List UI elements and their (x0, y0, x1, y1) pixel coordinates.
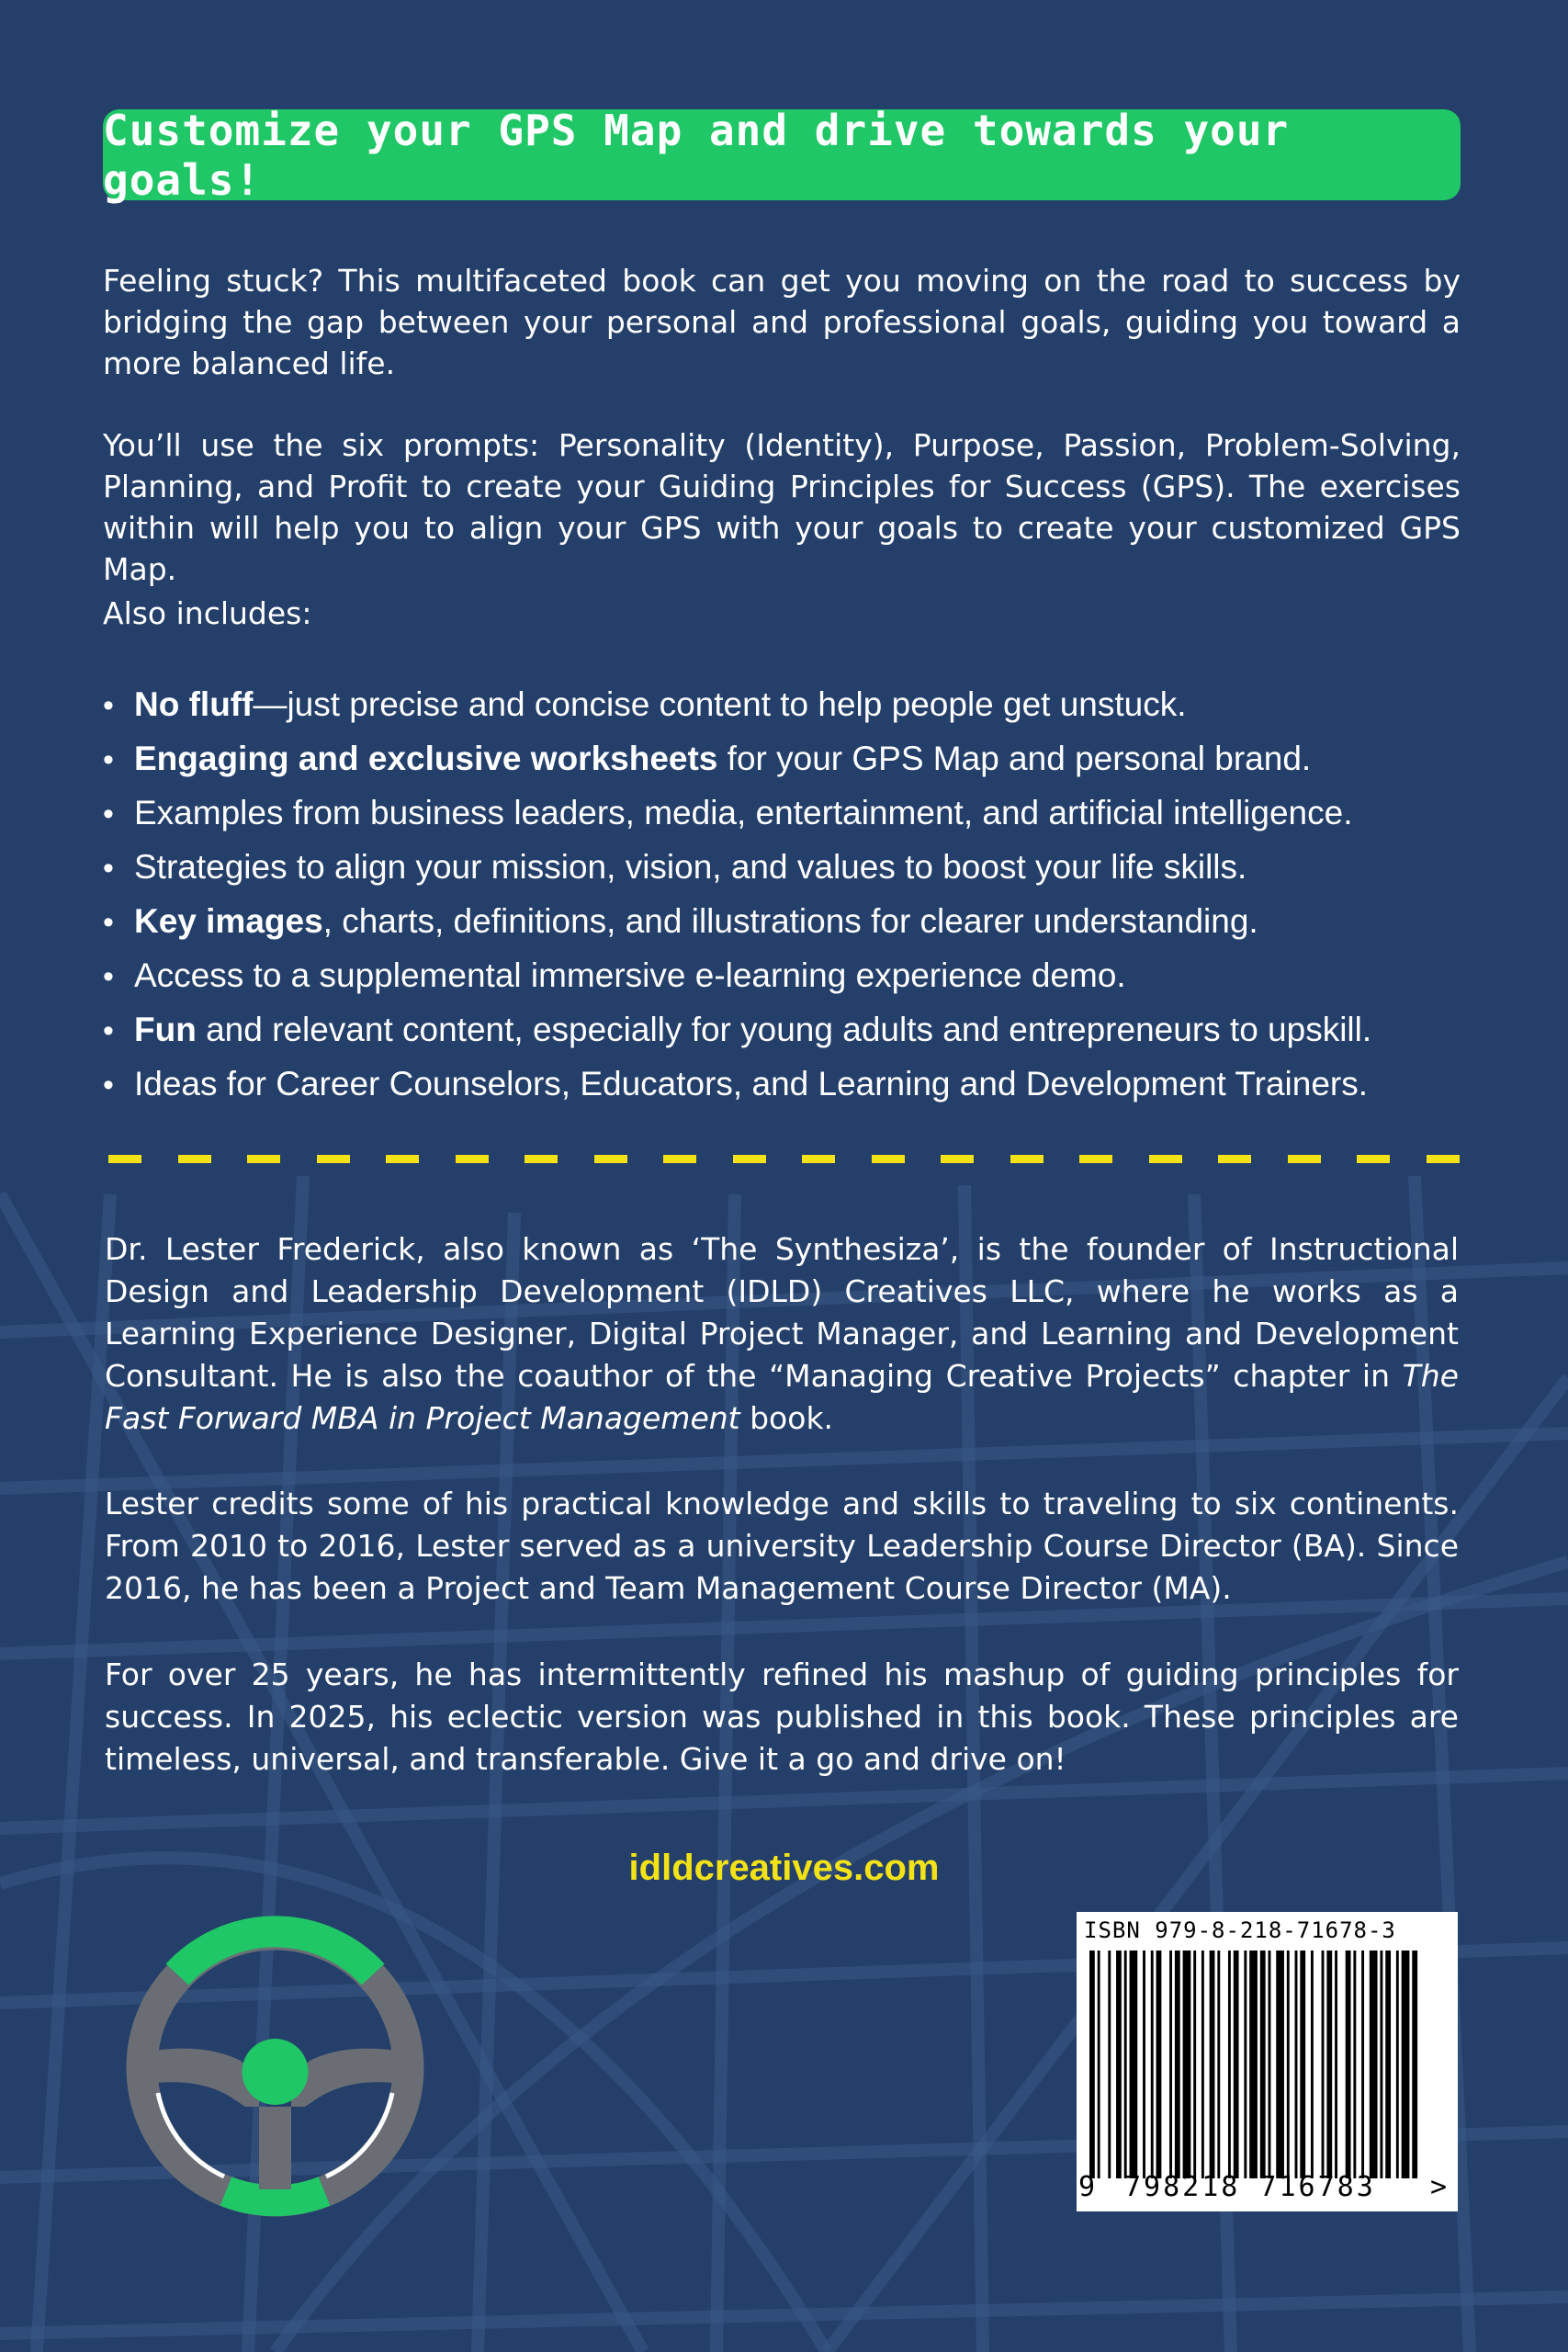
barcode-icon (1089, 1951, 1420, 2178)
barcode-bar (1276, 1951, 1284, 2178)
bio-text-1: Dr. Lester Frederick, also known as ‘The Synthesiza’, is the founder of Instructional Design and Leadership Development (IDLD) Creatives LLC, where he works as a Learning Experience Designer, Digital Project Manager, and Learning and Development Consultant. He is also the coauthor of the “Managing Creative Projects” chapter in (105, 1231, 1459, 1394)
barcode-bar (1210, 1951, 1215, 2178)
barcode-bar (1402, 1951, 1410, 2178)
feature-list-item (103, 1057, 1481, 1112)
divider-dash (1010, 1155, 1043, 1163)
barcode-bar (1346, 1951, 1351, 2178)
dashed-divider (108, 1155, 1466, 1163)
barcode-bar (1124, 1951, 1127, 2178)
bullet-marker: • (103, 851, 114, 886)
barcode-bar (1169, 1951, 1172, 2178)
barcode-bar (1249, 1951, 1258, 2178)
divider-dash (178, 1155, 211, 1163)
intro-paragraph-1: Feeling stuck? This multifaceted book can get you moving on the road to success by bridging the gap between your personal and professional goals, guiding you toward a more balanced life. (103, 263, 1461, 381)
divider-dash (872, 1155, 905, 1163)
steering-wheel-icon (121, 1914, 429, 2222)
author-bio-paragraph-3: For over 25 years, he has intermittently refined his mashup of guiding principles for success. In 2025, his eclectic version was published in this book. These principles are timeless, universal, and transferable. Give it a go and drive on! (105, 1657, 1459, 1777)
feature-list-item (103, 841, 1481, 895)
bullet-marker: • (103, 1013, 114, 1048)
book-title-italic: The Fast Forward MBA in Project Management (105, 1358, 1459, 1436)
author-bio-paragraph-1 (105, 1228, 1459, 1440)
feature-list-item (103, 786, 1481, 841)
feature-text-rest: for your GPS Map and personal brand. (717, 740, 1312, 777)
divider-dash (594, 1155, 627, 1163)
intro-paragraph-2: You’ll use the six prompts: Personality (Identity), Purpose, Passion, Problem-Solving, Planning, and Profit to create your Guiding Principles for Success (GPS). The exercises within will help you to align your GPS with your goals to create your customized GPS Map. (103, 427, 1461, 587)
divider-dash (247, 1155, 280, 1163)
bullet-marker: • (103, 797, 114, 831)
bullet-marker: • (103, 959, 114, 994)
barcode-bar (1217, 1951, 1220, 2178)
barcode-bar (1108, 1951, 1111, 2178)
feature-text-rest: and relevant content, especially for young adults and entrepreneurs to upskill. (196, 1011, 1372, 1048)
barcode-main-digits: 798218 716783 (1124, 2171, 1376, 2203)
feature-text-rest: , charts, definitions, and illustrations for clearer understanding. (322, 902, 1258, 940)
barcode-bar (1143, 1951, 1145, 2178)
divider-dash (941, 1155, 974, 1163)
barcode-bar (1130, 1951, 1138, 2178)
barcode-bar (1175, 1951, 1180, 2178)
barcode-bar (1228, 1951, 1231, 2178)
barcode-bar (1353, 1951, 1356, 2178)
barcode-bar (1201, 1951, 1204, 2178)
feature-text (134, 949, 1126, 1001)
divider-dash (456, 1155, 489, 1163)
feature-text-bold: No fluff (134, 685, 254, 723)
feature-list-item (103, 949, 1481, 1003)
feature-text-rest: —just precise and concise content to help people get unstuck. (253, 685, 1187, 723)
author-bio-paragraph-2: Lester credits some of his practical knowledge and skills to traveling to six continents. From 2010 to 2016, Lester served as a university Leadership Course Director (BA). Since 2016, he has been a Project and Team Management Course Director (MA). (105, 1486, 1459, 1606)
feature-text (134, 732, 1311, 785)
divider-dash (108, 1155, 141, 1163)
divider-dash (525, 1155, 558, 1163)
bullet-marker: • (103, 905, 114, 940)
feature-list-item (103, 678, 1481, 732)
divider-dash (317, 1155, 350, 1163)
divider-dash (802, 1155, 835, 1163)
divider-dash (1357, 1155, 1390, 1163)
barcode-bar (1335, 1951, 1337, 2178)
feature-list-item (103, 1003, 1481, 1057)
isbn-label: ISBN 979-8-218-71678-3 (1084, 1917, 1396, 1943)
barcode-bar (1385, 1951, 1391, 2178)
feature-text-bold: Key images (134, 902, 323, 940)
barcode-bar (1269, 1951, 1271, 2178)
feature-text (134, 841, 1247, 893)
divider-dash (386, 1155, 419, 1163)
divider-dash (1079, 1155, 1112, 1163)
headline-banner (103, 105, 1461, 205)
barcode-bar (1396, 1951, 1399, 2178)
feature-text-rest: Ideas for Career Counselors, Educators, and Learning and Development Trainers. (134, 1065, 1369, 1102)
barcode-bar (1300, 1951, 1305, 2178)
feature-list-item (103, 732, 1481, 786)
divider-dash (1427, 1155, 1460, 1163)
barcode-bar (1151, 1951, 1154, 2178)
barcode-arrow: > (1430, 2171, 1450, 2203)
banner-title: Customize your GPS Map and drive towards your goals! (103, 105, 1290, 205)
barcode-bar (1380, 1951, 1382, 2178)
also-includes-label: Also includes: (103, 595, 312, 631)
feature-text-rest: Examples from business leaders, media, entertainment, and artificial intelligence. (134, 794, 1353, 831)
divider-dash (1288, 1155, 1321, 1163)
bio-text-2: book. (739, 1400, 834, 1436)
barcode-bar (1116, 1951, 1122, 2178)
barcode-bar (1156, 1951, 1162, 2178)
divider-dash (733, 1155, 766, 1163)
feature-text (134, 786, 1353, 839)
bullet-marker: • (103, 1068, 114, 1102)
divider-dash (663, 1155, 696, 1163)
barcode-bar (1098, 1951, 1100, 2178)
bullet-marker: • (103, 742, 114, 777)
feature-text-rest: Access to a supplemental immersive e-learning experience demo. (134, 956, 1126, 994)
website-link[interactable]: idldcreatives.com (628, 1848, 940, 1888)
feature-text-bold: Fun (134, 1011, 197, 1048)
feature-text-bold: Engaging and exclusive worksheets (134, 740, 718, 777)
feature-text (134, 895, 1258, 947)
barcode-bar (1322, 1951, 1325, 2178)
feature-list (103, 678, 1481, 1112)
feature-text (134, 1057, 1368, 1110)
barcode-bar (1089, 1951, 1095, 2178)
barcode-bar (1234, 1951, 1239, 2178)
divider-dash (1218, 1155, 1251, 1163)
barcode-bar (1260, 1951, 1266, 2178)
barcode-bar (1193, 1951, 1196, 2178)
feature-text-rest: Strategies to align your mission, vision, and values to boost your life skills. (134, 848, 1247, 886)
barcode-bar (1287, 1951, 1290, 2178)
barcode-bar (1412, 1951, 1417, 2178)
feature-text (134, 1003, 1371, 1056)
barcode-bar (1295, 1951, 1298, 2178)
barcode-bar (1370, 1951, 1378, 2178)
feature-text (134, 678, 1187, 730)
barcode-bar (1311, 1951, 1314, 2178)
bullet-marker: • (103, 688, 114, 723)
isbn-barcode (1077, 1912, 1458, 2211)
divider-dash (1149, 1155, 1182, 1163)
barcode-bar (1244, 1951, 1247, 2178)
feature-list-item (103, 895, 1481, 949)
barcode-bar (1183, 1951, 1191, 2178)
barcode-bar (1361, 1951, 1364, 2178)
barcode-first-digit: 9 (1078, 2171, 1099, 2203)
barcode-bar (1326, 1951, 1332, 2178)
